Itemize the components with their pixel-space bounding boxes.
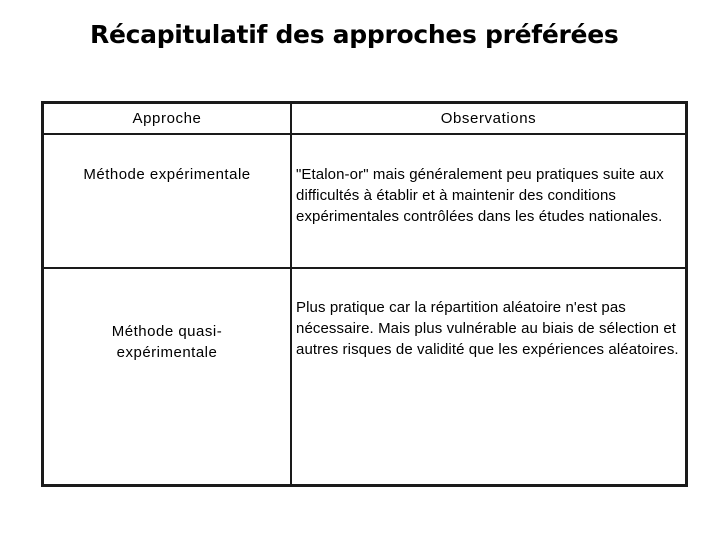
row-2-observations: Plus pratique car la répartition aléatoire n'est pas nécessaire. Mais plus vulnérable au biais de sélection et autres risques de validité que les expériences aléatoires.: [296, 299, 679, 358]
page-title: Récapitulatif des approches préférées: [90, 20, 619, 49]
comparison-table: [41, 101, 688, 487]
row-1-approach: Méthode expérimentale: [83, 166, 251, 183]
row-1-observations: "Etalon-or" mais généralement peu pratiques suite aux difficultés à établir et à maintenir des conditions expérimentales contrôlées dans les études nationales.: [296, 166, 664, 225]
header-observations: Observations: [440, 110, 537, 127]
row-2-approach: Méthode quasi-expérimentale: [111, 323, 223, 361]
row-divider: [44, 267, 685, 269]
header-divider: [44, 133, 685, 135]
column-divider: [290, 104, 292, 484]
header-approach: Approche: [132, 110, 202, 127]
